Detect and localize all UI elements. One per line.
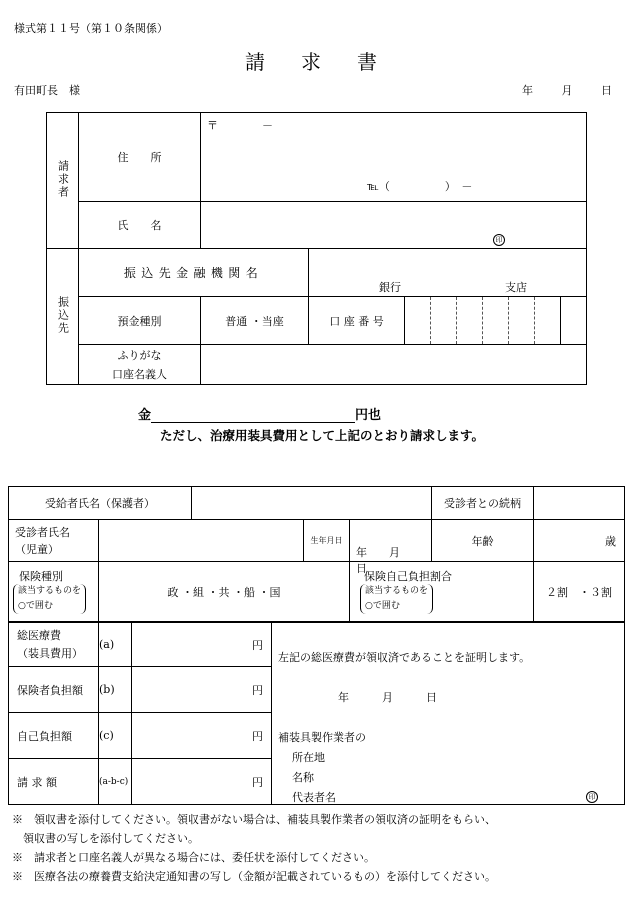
insurer-share-field[interactable] bbox=[132, 667, 272, 713]
self-pay-code: (c) bbox=[99, 713, 132, 759]
insurer-share-code: (b) bbox=[99, 667, 132, 713]
total-cost-label: 総医療費 （装具費用） bbox=[9, 623, 99, 667]
self-pay-field[interactable] bbox=[132, 713, 272, 759]
patient-name-field[interactable] bbox=[99, 520, 304, 562]
amount-suffix: 円也 bbox=[355, 408, 382, 423]
date-year-label: 年 bbox=[522, 84, 533, 97]
claim-amount-field[interactable] bbox=[132, 759, 272, 805]
copay-note-1: 該当するものを bbox=[365, 586, 429, 596]
account-holder-field[interactable] bbox=[201, 345, 587, 385]
date-month-label: 月 bbox=[561, 84, 573, 97]
form-number: 様式第１１号（第１０条関係） bbox=[14, 22, 168, 35]
relation-field[interactable] bbox=[534, 487, 625, 520]
branch-suffix: 支店 bbox=[505, 281, 527, 294]
note-line: ※ 領収書を添付してください。領収書がない場合は、補装具製作業者の領収済の証明をもらい、 bbox=[12, 813, 496, 826]
amount-field[interactable] bbox=[151, 408, 355, 423]
maker-seal-mark: 印 bbox=[586, 791, 598, 803]
deposit-type-options[interactable]: 普通 ・当座 bbox=[201, 297, 309, 345]
total-cost-code: (a) bbox=[99, 623, 132, 667]
insurance-type-label-cell bbox=[9, 562, 99, 622]
certify-date: 年 月 日 bbox=[338, 691, 437, 704]
account-digit[interactable] bbox=[535, 297, 561, 345]
yen-unit: 円 bbox=[252, 729, 263, 743]
recipient-name-label: 受給者氏名（保護者） bbox=[9, 487, 192, 520]
insurance-options[interactable]: 政 ・組 ・共 ・船 ・国 bbox=[99, 562, 350, 622]
page-title: 請 求 書 bbox=[245, 50, 385, 74]
patient-name-label-2: （児童） bbox=[15, 542, 59, 556]
notes bbox=[12, 810, 496, 886]
bank-name-label: 振込先金融機関名 bbox=[79, 249, 309, 297]
address-label: 住 所 bbox=[79, 113, 201, 202]
note-line: ※ 請求者と口座名義人が異なる場合には、委任状を添付してください。 bbox=[12, 851, 375, 864]
amount-statement: ただし、治療用装具費用として上記のとおり請求します。 bbox=[160, 428, 485, 443]
furigana-label: ふりがな bbox=[117, 348, 162, 362]
insurance-type-label: 保険種別 bbox=[19, 570, 63, 583]
maker-rep-label: 代表者名 bbox=[292, 791, 336, 804]
seal-mark: 印 bbox=[493, 234, 505, 246]
claimant-transfer-table bbox=[46, 112, 587, 385]
holder-label: 口座名義人 bbox=[112, 367, 167, 381]
account-digit[interactable] bbox=[509, 297, 535, 345]
certify-text: 左記の総医療費が領収済であることを証明します。 bbox=[278, 651, 531, 664]
maker-label: 補装具製作業者の bbox=[278, 731, 366, 744]
date-day-label: 日 bbox=[601, 84, 612, 97]
name-field[interactable] bbox=[201, 202, 587, 249]
account-holder-label bbox=[79, 345, 201, 385]
note-line: ※ 医療各法の療養費支給決定通知書の写し（金額が記載されているもの）を添付してください。 bbox=[12, 870, 496, 883]
patient-table bbox=[8, 486, 625, 622]
claim-amount-label: 請 求 額 bbox=[9, 759, 99, 805]
bank-suffix: 銀行 bbox=[379, 281, 401, 294]
maker-name-label: 名称 bbox=[292, 771, 314, 784]
birthdate-field[interactable] bbox=[350, 520, 432, 575]
maker-address-label: 所在地 bbox=[292, 751, 325, 764]
yen-unit: 円 bbox=[252, 638, 263, 652]
deposit-type-label: 預金種別 bbox=[79, 297, 201, 345]
copay-rate-label: 保険自己負担割合 bbox=[364, 570, 452, 583]
age-field[interactable] bbox=[534, 520, 625, 562]
certification-cell bbox=[272, 623, 625, 805]
insurance-note bbox=[13, 584, 86, 614]
note-line: 領収書の写しを添付してください。 bbox=[12, 832, 199, 845]
account-digit[interactable] bbox=[483, 297, 509, 345]
addressee: 有田町長 様 bbox=[14, 84, 80, 97]
amount-prefix: 金 bbox=[138, 408, 152, 423]
address-field[interactable] bbox=[201, 113, 587, 202]
name-label: 氏 名 bbox=[79, 202, 201, 249]
claimant-section-label: 請求者 bbox=[47, 113, 79, 249]
patient-name-label bbox=[9, 520, 99, 562]
issue-date bbox=[522, 82, 612, 98]
account-digit[interactable] bbox=[405, 297, 431, 345]
age-unit: 歳 bbox=[605, 534, 616, 548]
total-cost-field[interactable] bbox=[132, 623, 272, 667]
patient-name-label-1: 受診者氏名 bbox=[15, 525, 70, 539]
account-digit[interactable] bbox=[457, 297, 483, 345]
birthdate-label: 生年月日 bbox=[304, 520, 350, 562]
copay-note-2: ○で囲む bbox=[365, 601, 400, 611]
account-number-label: 口 座 番 号 bbox=[309, 297, 405, 345]
birthdate-units: 年 月 日 bbox=[356, 546, 422, 575]
account-digit[interactable] bbox=[431, 297, 457, 345]
transfer-section-label: 振込先 bbox=[47, 249, 79, 385]
copay-note bbox=[360, 584, 433, 614]
copay-rate-label-cell bbox=[350, 562, 534, 622]
insurance-note-2: ○で囲む bbox=[18, 601, 53, 611]
amount-line bbox=[138, 404, 381, 423]
copay-options[interactable]: ２割 ・３割 bbox=[534, 562, 625, 622]
claim-amount-code: (a-b-c) bbox=[99, 759, 132, 805]
insurer-share-label: 保険者負担額 bbox=[9, 667, 99, 713]
account-digit[interactable] bbox=[561, 297, 587, 345]
insurance-note-1: 該当するものを bbox=[18, 586, 82, 596]
tel-mark: ℡（ ） － bbox=[367, 180, 473, 193]
bank-name-field[interactable] bbox=[309, 249, 587, 297]
age-label: 年齢 bbox=[432, 520, 534, 562]
self-pay-label: 自己負担額 bbox=[9, 713, 99, 759]
relation-label: 受診者との続柄 bbox=[432, 487, 534, 520]
postal-mark: 〒 － bbox=[207, 119, 273, 132]
yen-unit: 円 bbox=[252, 683, 263, 697]
yen-unit: 円 bbox=[252, 775, 263, 789]
costs-table bbox=[8, 622, 625, 805]
recipient-name-field[interactable] bbox=[192, 487, 432, 520]
